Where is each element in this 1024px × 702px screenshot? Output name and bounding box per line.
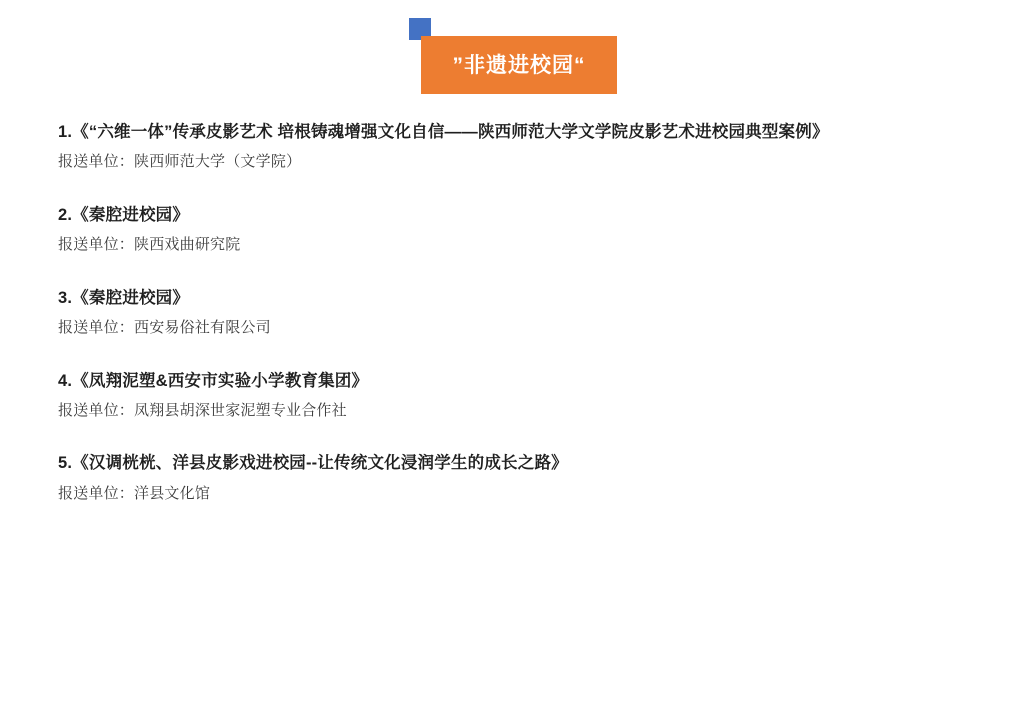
list-item xyxy=(58,201,978,258)
entry-org xyxy=(58,398,978,424)
org-label: 报送单位： xyxy=(58,484,135,502)
org-value: 陕西师范大学（文学院） xyxy=(134,153,302,171)
entry-org xyxy=(58,481,978,507)
entry-index: 5. xyxy=(58,454,73,473)
list-item xyxy=(58,367,978,424)
org-label: 报送单位： xyxy=(58,153,135,171)
entry-index: 1. xyxy=(58,123,73,141)
nonheritage-case-list xyxy=(58,118,978,506)
entry-title xyxy=(58,118,978,147)
org-label: 报送单位： xyxy=(58,236,135,254)
entry-org xyxy=(58,149,978,175)
entry-index: 3. xyxy=(58,288,73,307)
list-item xyxy=(58,118,978,175)
entry-title-text: 《“六维一体”传承皮影艺术 培根铸魂增强文化自信——陕西师范大学文学院皮影艺术进校园典型案例》 xyxy=(72,123,829,141)
entry-title-text: 《秦腔进校园》 xyxy=(72,288,190,307)
entry-title-text: 《汉调桄桄、洋县皮影戏进校园--让传统文化浸润学生的成长之路》 xyxy=(72,454,568,473)
org-value: 陕西戏曲研究院 xyxy=(134,236,241,254)
list-item xyxy=(58,449,978,506)
list-item xyxy=(58,284,978,341)
org-value: 西安易俗社有限公司 xyxy=(134,319,271,337)
org-value: 凤翔县胡深世家泥塑专业合作社 xyxy=(134,401,347,419)
entry-title xyxy=(58,201,978,230)
entry-index: 4. xyxy=(58,371,73,390)
entry-index: 2. xyxy=(58,205,73,224)
entry-title xyxy=(58,284,978,313)
entry-org xyxy=(58,232,978,258)
org-value: 洋县文化馆 xyxy=(134,484,211,502)
banner xyxy=(0,0,1024,102)
banner-title: ”非遗进校园“ xyxy=(452,53,586,77)
banner-title-box xyxy=(421,36,617,94)
entry-title-text: 《凤翔泥塑&西安市实验小学教育集团》 xyxy=(72,371,369,390)
org-label: 报送单位： xyxy=(58,319,135,337)
org-label: 报送单位： xyxy=(58,401,135,419)
entry-org xyxy=(58,315,978,341)
entry-title xyxy=(58,367,978,396)
entry-title-text: 《秦腔进校园》 xyxy=(72,205,190,224)
entry-title xyxy=(58,449,978,478)
